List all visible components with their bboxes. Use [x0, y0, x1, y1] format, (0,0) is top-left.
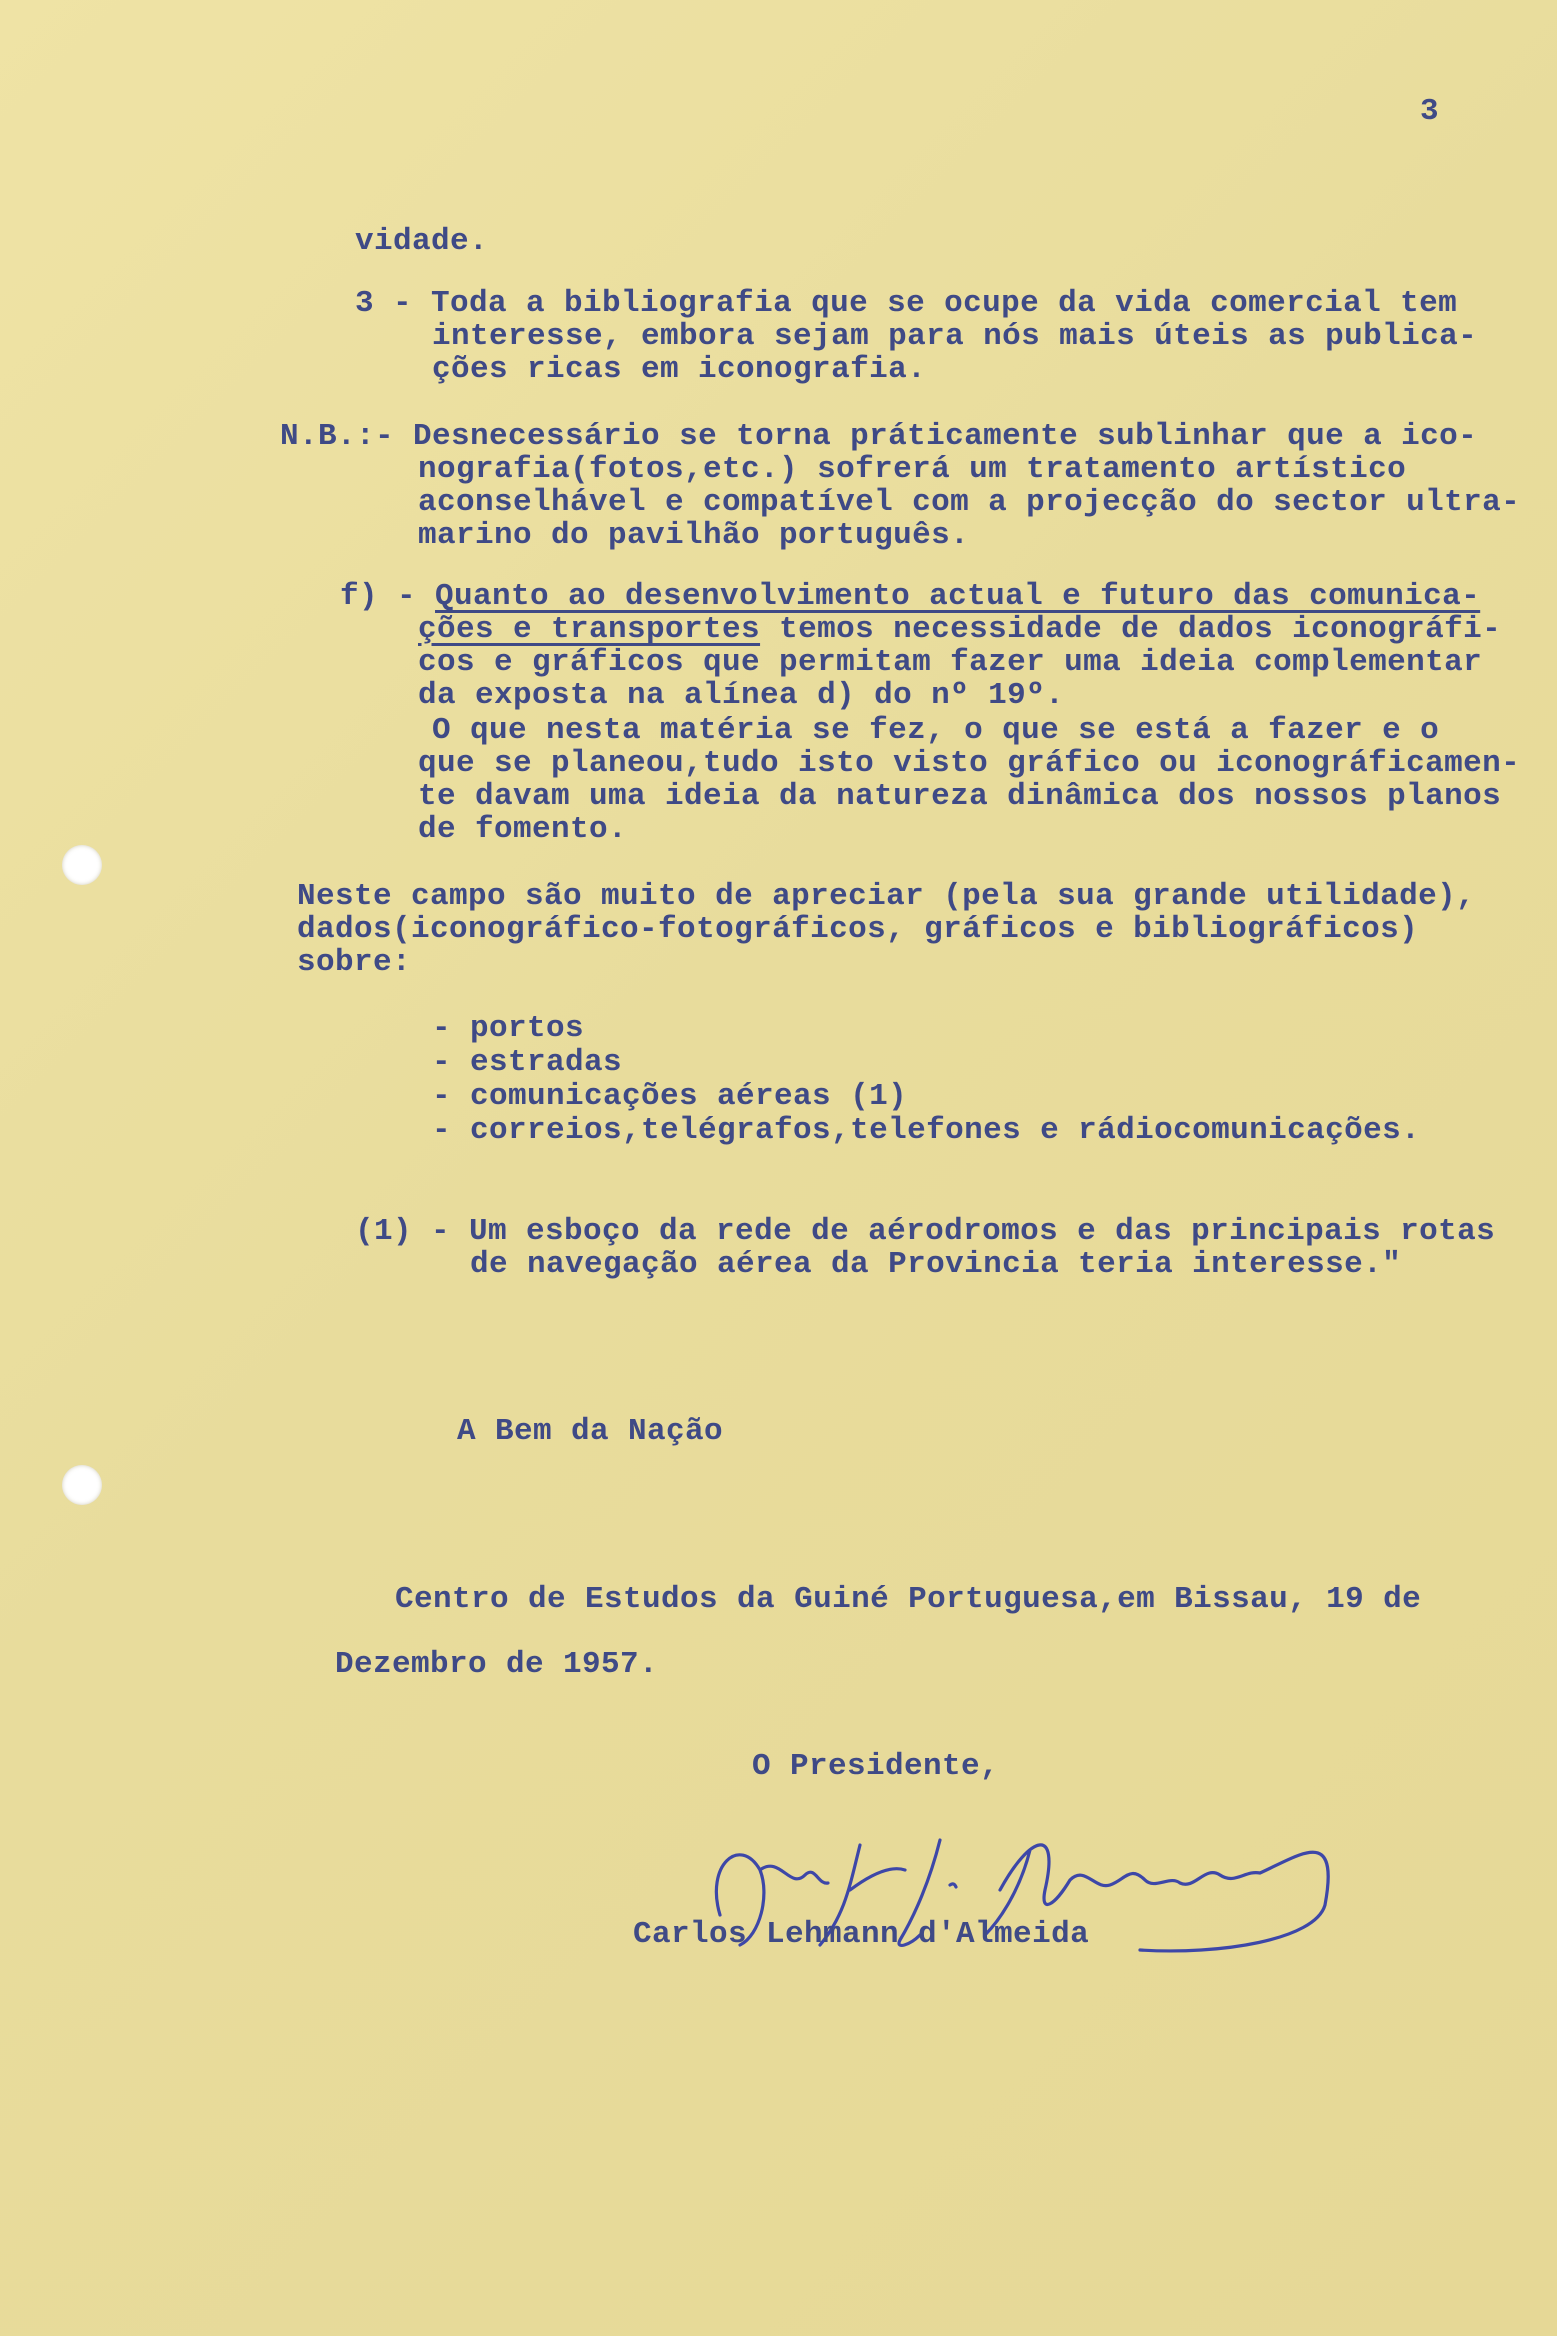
- text-line: da exposta na alínea d) do nº 19º.: [418, 678, 1065, 713]
- text-line: 3 - Toda a bibliografia que se ocupe da vida comercial tem: [355, 286, 1458, 321]
- underlined-text: ções e transportes: [418, 612, 761, 647]
- place-date-line: Dezembro de 1957.: [335, 1647, 659, 1682]
- text-line: marino do pavilhão português.: [418, 518, 970, 553]
- item-label: f) -: [340, 579, 436, 614]
- text-line: interesse, embora sejam para nós mais úteis as publica-: [432, 319, 1478, 354]
- list-item: - estradas: [432, 1045, 623, 1080]
- text-line: nografia(fotos,etc.) sofrerá um tratamento artístico: [418, 452, 1407, 487]
- punch-hole-bottom: [62, 1465, 102, 1505]
- page-number: 3: [1420, 94, 1440, 129]
- underlined-text: Quanto ao desenvolvimento actual e futuro das comunica-: [435, 579, 1481, 614]
- footnote-line: de navegação aérea da Provincia teria interesse.": [470, 1247, 1402, 1282]
- text-line: cos e gráficos que permitam fazer uma ideia complementar: [418, 645, 1483, 680]
- text-line: aconselhável e compatível com a projecção do sector ultra-: [418, 485, 1521, 520]
- list-item: - correios,telégrafos,telefones e rádiocomunicações.: [432, 1113, 1421, 1148]
- list-item: - portos: [432, 1011, 585, 1046]
- text-line: [418, 613, 1501, 647]
- text-line: [340, 580, 1480, 614]
- text-line: sobre:: [297, 945, 412, 980]
- place-date-line: Centro de Estudos da Guiné Portuguesa,em Bissau, 19 de: [395, 1582, 1422, 1617]
- text-line: vidade.: [355, 224, 489, 259]
- text-line: ções ricas em iconografia.: [432, 352, 927, 387]
- signatory-title: O Presidente,: [752, 1749, 1000, 1784]
- text-line: O que nesta matéria se fez, o que se está a fazer e o: [432, 713, 1440, 748]
- closing-line: A Bem da Nação: [457, 1414, 724, 1449]
- text-line: dados(iconográfico-fotográficos, gráficos e bibliográficos): [297, 912, 1419, 947]
- text-line: N.B.:- Desnecessário se torna práticamente sublinhar que a ico-: [280, 419, 1478, 454]
- text-line: te davam uma ideia da natureza dinâmica dos nossos planos: [418, 779, 1502, 814]
- footnote-line: (1) - Um esboço da rede de aérodromos e das principais rotas: [355, 1214, 1496, 1249]
- punch-hole-top: [62, 845, 102, 885]
- text-line: que se planeou,tudo isto visto gráfico ou iconográficamen-: [418, 746, 1521, 781]
- text-span: temos necessidade de dados iconográfi-: [760, 612, 1502, 647]
- text-line: de fomento.: [418, 812, 628, 847]
- signatory-name: Carlos Lehmann d'Almeida: [633, 1917, 1090, 1952]
- text-line: Neste campo são muito de apreciar (pela sua grande utilidade),: [297, 879, 1476, 914]
- list-item: - comunicações aéreas (1): [432, 1079, 908, 1114]
